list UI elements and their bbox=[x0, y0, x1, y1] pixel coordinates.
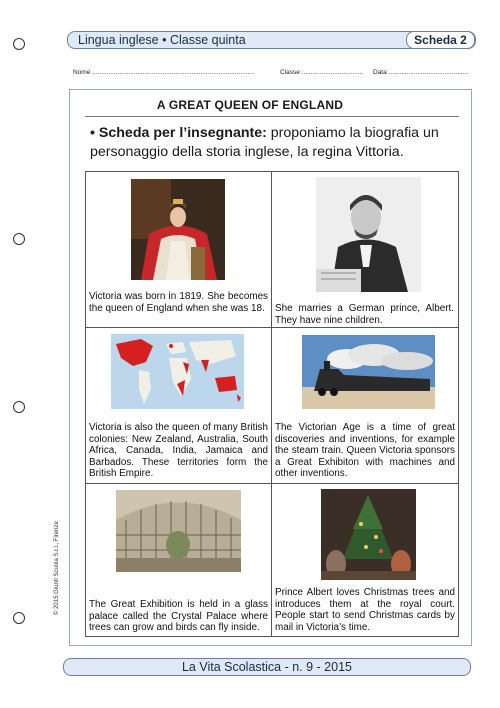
cell-text: The Great Exhibition is held in a glass palace called the Crystal Palace where trees can grow and birds can fly inside. bbox=[89, 599, 268, 634]
binder-hole bbox=[13, 612, 25, 624]
steam-train bbox=[302, 335, 435, 409]
data-field[interactable]: Data ............................................ bbox=[373, 69, 468, 76]
cell-text: Victoria is also the queen of many British colonies: New Zealand, Australia, South Africa, Canada, India, Jamaica and Barbados. These territories form the British Empire. bbox=[89, 422, 268, 480]
grid-divider bbox=[85, 327, 459, 328]
classe-field[interactable]: Classe .................................. bbox=[280, 69, 364, 76]
copyright-note: © 2015 Giunti Scuola S.r.l., Firenze bbox=[54, 521, 60, 615]
subject-label: Lingua inglese • Classe quinta bbox=[78, 33, 246, 47]
christmas-tree bbox=[321, 489, 416, 580]
grid-divider bbox=[85, 483, 459, 484]
british-empire-map bbox=[111, 334, 244, 409]
page-title: A GREAT QUEEN OF ENGLAND bbox=[156, 98, 344, 112]
intro-label: • Scheda per l’insegnante: bbox=[90, 125, 267, 141]
intro-text: proponiamo la biografia un personaggio della storia inglese, la regina Vittoria. bbox=[90, 125, 439, 160]
cell-text: She marries a German prince, Albert. They have nine children. bbox=[275, 303, 454, 326]
teacher-intro bbox=[90, 124, 465, 162]
footer-bar: La Vita Scolastica - n. 9 - 2015 bbox=[63, 658, 471, 676]
cell-text: Victoria was born in 1819. She becomes the queen of England when she was 18. bbox=[89, 291, 268, 314]
scheda-badge: Scheda 2 bbox=[406, 31, 475, 49]
binder-hole bbox=[13, 401, 25, 413]
cell-text: The Victorian Age is a time of great discoveries and inventions, for example the steam train. Queen Victoria sponsors a Great Exhibiton with machines and other inventions. bbox=[275, 422, 455, 480]
cell-text: Prince Albert loves Christmas trees and introduces them at the royal court. People start to send Christmas cards by mail in Victoria’s time. bbox=[275, 587, 455, 633]
title-divider bbox=[85, 116, 459, 117]
grid-divider bbox=[271, 171, 272, 637]
binder-hole bbox=[13, 38, 25, 50]
crystal-palace bbox=[116, 490, 241, 572]
queen-victoria-portrait bbox=[131, 179, 225, 280]
prince-albert-portrait bbox=[316, 177, 421, 292]
binder-hole bbox=[13, 233, 25, 245]
header-bar bbox=[67, 31, 476, 49]
nome-field[interactable]: Nome .......................................................................................... bbox=[73, 69, 255, 76]
